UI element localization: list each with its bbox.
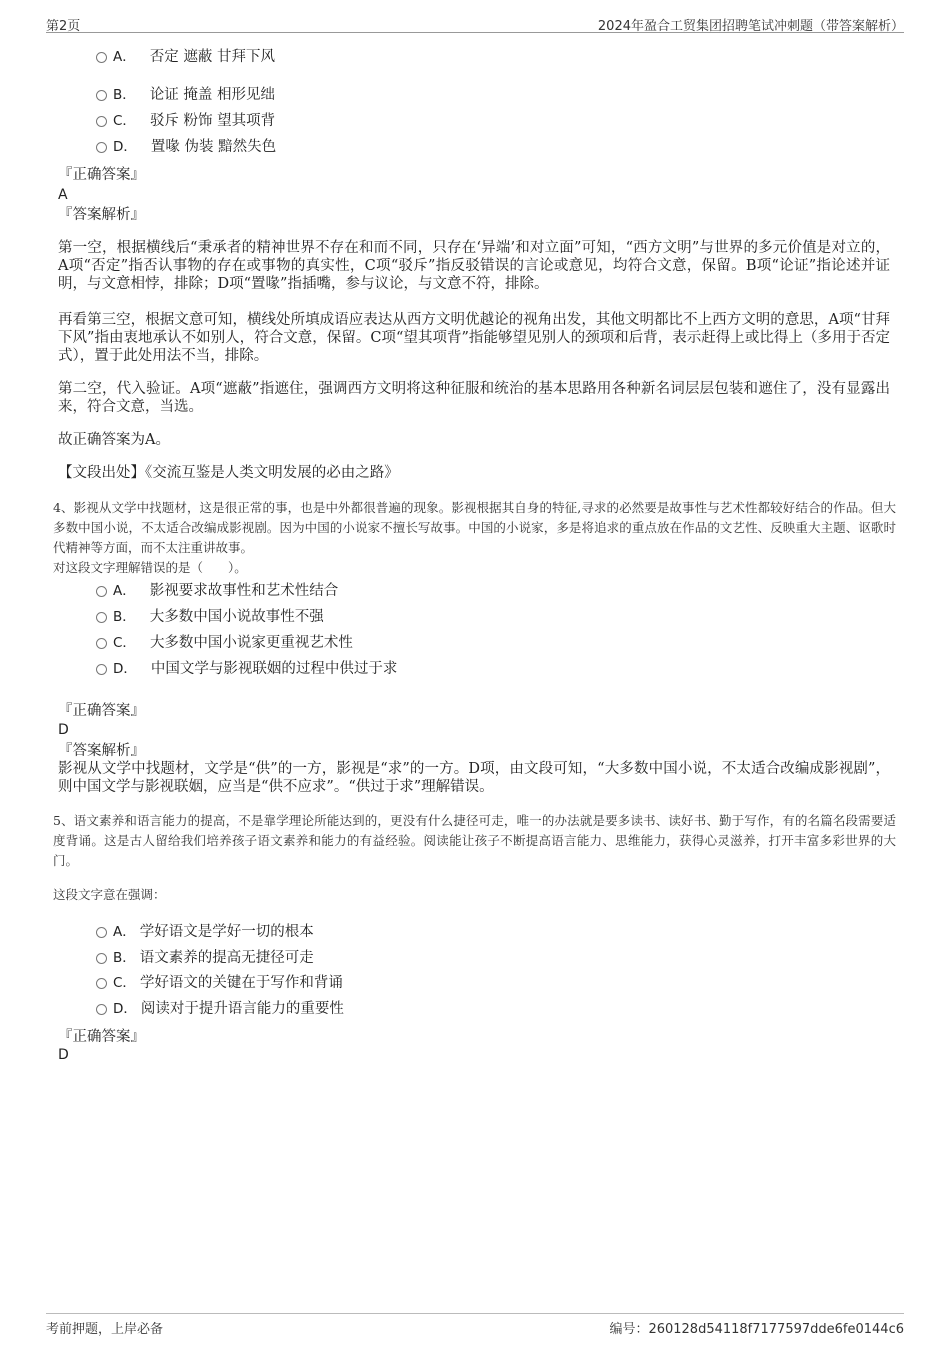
q4-analysis-label: 『答案解析』 xyxy=(58,743,145,759)
radio-icon[interactable] xyxy=(96,90,107,101)
radio-icon[interactable] xyxy=(96,586,107,597)
radio-icon[interactable] xyxy=(96,52,107,63)
radio-icon[interactable] xyxy=(96,927,107,938)
q3-option-d[interactable]: D． 置喙 伪装 黯然失色 xyxy=(96,137,276,157)
q5-answer: D xyxy=(58,1047,69,1063)
q5-option-c[interactable]: C． 学好语文的关键在于写作和背诵 xyxy=(96,973,343,993)
q3-option-c[interactable]: C． 驳斥 粉饰 望其项背 xyxy=(96,111,275,131)
q3-answer-label: 『正确答案』 xyxy=(58,167,145,183)
q3-analysis-paragraph: 第一空，根据横线后“秉承者的精神世界不存在和而不同，只存在‘异端’和对立面”可知，“西方文明”与世界的多元价值是对立的，A项“否定”指否认事物的存在或事物的真实性，C项“驳斥”指反驳错误的言论或意见，均符合文意，保留。B项“论证”指论述并证明，与文意相悖，排除；D项“置喙”指插嘴，参与议论，与文意不符，排除。 xyxy=(58,240,890,292)
radio-icon[interactable] xyxy=(96,978,107,989)
q5-question: 这段文字意在强调： xyxy=(53,887,166,902)
q4-stem: 4、影视从文学中找题材，这是很正常的事，也是中外都很普遍的现象。影视根据其自身的特征,寻求的必然要是故事性与艺术性都较好结合的作品。但大多数中国小说，不太适合改编成影视剧。因为中国的小说家不擅长写故事。中国的小说家，多是将追求的重点放在作品的文艺性、反映重大主题、讴歌时代精神等方面，而不太注重讲故事。 xyxy=(53,500,896,555)
document-id: 编号：260128d54118f7177597dde6fe0144c6 xyxy=(609,1322,904,1337)
page-header xyxy=(46,12,904,33)
q5-stem: 5、语文素养和语言能力的提高，不是靠学理论所能达到的，更没有什么捷径可走，唯一的办法就是要多读书、读好书、勤于写作，有的名篇名段需要适度背诵。这是古人留给我们培养孩子语文素养和能力的有益经验。阅读能让孩子不断提高语言能力、思维能力，获得心灵滋养，打开丰富多彩世界的大门。 xyxy=(53,813,896,868)
document-title: 2024年盈合工贸集团招聘笔试冲刺题（带答案解析） xyxy=(597,19,904,34)
radio-icon[interactable] xyxy=(96,953,107,964)
q3-analysis-conclusion: 故正确答案为A。 xyxy=(58,432,170,448)
q4-option-d[interactable]: D． 中国文学与影视联姻的过程中供过于求 xyxy=(96,659,397,679)
q4-answer: D xyxy=(58,722,69,738)
radio-icon[interactable] xyxy=(96,612,107,623)
q3-source: 【文段出处】《交流互鉴是人类文明发展的必由之路》 xyxy=(58,465,399,481)
q5-answer-label: 『正确答案』 xyxy=(58,1029,145,1045)
q3-option-a[interactable]: A． 否定 遮蔽 甘拜下风 xyxy=(96,47,275,67)
q3-answer: A xyxy=(58,187,68,203)
q3-option-b[interactable]: B． 论证 掩盖 相形见绌 xyxy=(96,85,275,105)
radio-icon[interactable] xyxy=(96,1004,107,1015)
radio-icon[interactable] xyxy=(96,116,107,127)
page-number: 第2页 xyxy=(46,19,81,34)
q3-analysis-paragraph: 再看第三空，根据文意可知，横线处所填成语应表达从西方文明优越论的视角出发，其他文明都比不上西方文明的意思，A项“甘拜下风”指由衷地承认不如别人，符合文意，保留。C项“望其项背”指能够望见别人的颈项和后背，表示赶得上或比得上（多用于否定式），置于此处用法不当，排除。 xyxy=(58,312,890,364)
q5-option-b[interactable]: B． 语文素养的提高无捷径可走 xyxy=(96,948,314,968)
q4-option-b[interactable]: B． 大多数中国小说故事性不强 xyxy=(96,607,324,627)
q4-answer-label: 『正确答案』 xyxy=(58,703,145,719)
q5-option-a[interactable]: A． 学好语文是学好一切的根本 xyxy=(96,922,314,942)
q4-option-c[interactable]: C． 大多数中国小说家更重视艺术性 xyxy=(96,633,353,653)
q4-option-a[interactable]: A． 影视要求故事性和艺术性结合 xyxy=(96,581,338,601)
radio-icon[interactable] xyxy=(96,638,107,649)
q3-analysis-label: 『答案解析』 xyxy=(58,207,145,223)
footer-slogan: 考前押题，上岸必备 xyxy=(46,1322,164,1337)
q5-option-d[interactable]: D． 阅读对于提升语言能力的重要性 xyxy=(96,999,344,1019)
page-footer xyxy=(46,1313,904,1336)
q4-analysis-paragraph: 影视从文学中找题材，文学是“供”的一方，影视是“求”的一方。D项，由文段可知，“大多数中国小说，不太适合改编成影视剧”，则中国文学与影视联姻，应当是“供不应求”。“供过于求”理解错误。 xyxy=(58,761,890,795)
q3-analysis-paragraph: 第二空，代入验证。A项“遮蔽”指遮住，强调西方文明将这种征服和统治的基本思路用各种新名词层层包装和遮住了，没有显露出来，符合文意，当选。 xyxy=(58,381,890,415)
radio-icon[interactable] xyxy=(96,664,107,675)
radio-icon[interactable] xyxy=(96,142,107,153)
q4-question: 对这段文字理解错误的是（ ）。 xyxy=(53,560,247,575)
